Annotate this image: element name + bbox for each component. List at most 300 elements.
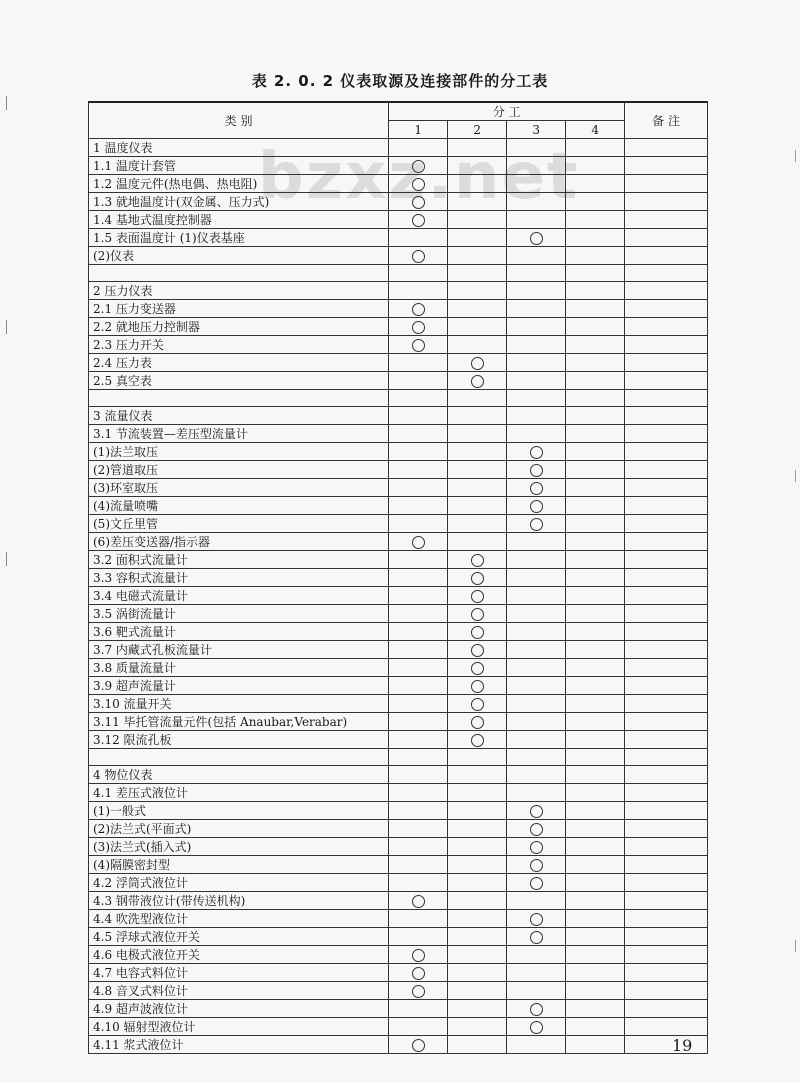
header-col-3: 3 <box>507 121 566 139</box>
responsibility-circle-icon <box>471 716 484 729</box>
table-title: 表 2. 0. 2 仪表取源及连接部件的分工表 <box>251 72 549 90</box>
division-cell-1 <box>389 515 448 533</box>
division-cell-1 <box>389 766 448 784</box>
division-cell-2 <box>448 479 507 497</box>
division-cell-3 <box>507 605 566 623</box>
division-cell-1 <box>389 318 448 336</box>
division-cell-1 <box>389 479 448 497</box>
remarks-cell <box>625 641 708 659</box>
table-row <box>89 838 708 856</box>
responsibility-circle-icon <box>471 375 484 388</box>
row-category: 4.1 差压式液位计 <box>89 784 389 802</box>
division-cell-2 <box>448 928 507 946</box>
division-cell-1 <box>389 407 448 425</box>
remarks-cell <box>625 784 708 802</box>
division-cell-1 <box>389 749 448 766</box>
remarks-cell <box>625 211 708 229</box>
division-cell-2 <box>448 623 507 641</box>
responsibility-circle-icon <box>530 877 543 890</box>
row-category: (1)一般式 <box>89 802 389 820</box>
division-cell-4 <box>566 407 625 425</box>
division-cell-1 <box>389 820 448 838</box>
division-cell-3 <box>507 533 566 551</box>
remarks-cell <box>625 928 708 946</box>
responsibility-circle-icon <box>412 160 425 173</box>
remarks-cell <box>625 157 708 175</box>
division-cell-2 <box>448 354 507 372</box>
header-col-2: 2 <box>448 121 507 139</box>
division-cell-3 <box>507 407 566 425</box>
division-cell-4 <box>566 282 625 300</box>
row-category: 2.4 压力表 <box>89 354 389 372</box>
scan-edge-mark <box>795 470 796 482</box>
table-row <box>89 247 708 265</box>
division-cell-4 <box>566 139 625 157</box>
division-cell-2 <box>448 247 507 265</box>
row-category: 4.9 超声波液位计 <box>89 1000 389 1018</box>
division-cell-3 <box>507 247 566 265</box>
division-cell-4 <box>566 856 625 874</box>
division-cell-2 <box>448 731 507 749</box>
remarks-cell <box>625 605 708 623</box>
table-row <box>89 443 708 461</box>
division-cell-4 <box>566 533 625 551</box>
row-category: (2)仪表 <box>89 247 389 265</box>
responsibility-circle-icon <box>412 1039 425 1052</box>
division-cell-4 <box>566 874 625 892</box>
table-row <box>89 946 708 964</box>
remarks-cell <box>625 766 708 784</box>
division-cell-3 <box>507 838 566 856</box>
remarks-cell <box>625 300 708 318</box>
division-cell-2 <box>448 605 507 623</box>
division-cell-2 <box>448 175 507 193</box>
remarks-cell <box>625 425 708 443</box>
table-row <box>89 282 708 300</box>
division-cell-2 <box>448 211 507 229</box>
division-cell-3 <box>507 211 566 229</box>
division-cell-2 <box>448 372 507 390</box>
responsibility-circle-icon <box>530 518 543 531</box>
remarks-cell <box>625 336 708 354</box>
responsibility-circle-icon <box>530 1003 543 1016</box>
remarks-cell <box>625 443 708 461</box>
table-row <box>89 802 708 820</box>
division-cell-1 <box>389 175 448 193</box>
remarks-cell <box>625 820 708 838</box>
row-category <box>89 749 389 766</box>
remarks-cell <box>625 229 708 247</box>
division-cell-4 <box>566 300 625 318</box>
row-category: (6)差压变送器/指示器 <box>89 533 389 551</box>
division-cell-2 <box>448 551 507 569</box>
remarks-cell <box>625 856 708 874</box>
division-cell-1 <box>389 587 448 605</box>
responsibility-circle-icon <box>530 805 543 818</box>
division-cell-4 <box>566 982 625 1000</box>
table-row <box>89 677 708 695</box>
division-cell-4 <box>566 318 625 336</box>
row-category: 3.1 节流装置—差压型流量计 <box>89 425 389 443</box>
responsibility-circle-icon <box>530 931 543 944</box>
division-cell-3 <box>507 265 566 282</box>
division-cell-3 <box>507 1000 566 1018</box>
row-category: 4.7 电容式料位计 <box>89 964 389 982</box>
division-cell-2 <box>448 713 507 731</box>
division-cell-4 <box>566 479 625 497</box>
table-row <box>89 139 708 157</box>
division-cell-2 <box>448 766 507 784</box>
row-category: 4.2 浮筒式液位计 <box>89 874 389 892</box>
division-cell-2 <box>448 193 507 211</box>
table-row <box>89 766 708 784</box>
division-cell-4 <box>566 731 625 749</box>
division-cell-1 <box>389 892 448 910</box>
division-cell-3 <box>507 300 566 318</box>
row-category: 1.4 基地式温度控制器 <box>89 211 389 229</box>
remarks-cell <box>625 247 708 265</box>
division-cell-3 <box>507 372 566 390</box>
remarks-cell <box>625 964 708 982</box>
row-category: (2)管道取压 <box>89 461 389 479</box>
division-cell-1 <box>389 461 448 479</box>
division-cell-1 <box>389 605 448 623</box>
division-cell-3 <box>507 802 566 820</box>
row-category <box>89 390 389 407</box>
division-cell-1 <box>389 282 448 300</box>
division-cell-2 <box>448 425 507 443</box>
division-cell-4 <box>566 211 625 229</box>
division-cell-2 <box>448 677 507 695</box>
division-cell-3 <box>507 157 566 175</box>
remarks-cell <box>625 695 708 713</box>
remarks-cell <box>625 390 708 407</box>
division-cell-2 <box>448 318 507 336</box>
responsibility-circle-icon <box>530 232 543 245</box>
scan-edge-mark <box>795 940 796 952</box>
division-cell-3 <box>507 354 566 372</box>
division-cell-2 <box>448 157 507 175</box>
responsibility-circle-icon <box>471 608 484 621</box>
responsibility-circle-icon <box>412 321 425 334</box>
division-cell-1 <box>389 533 448 551</box>
division-cell-2 <box>448 533 507 551</box>
division-cell-2 <box>448 820 507 838</box>
division-cell-3 <box>507 928 566 946</box>
division-cell-1 <box>389 713 448 731</box>
responsibility-circle-icon <box>412 949 425 962</box>
row-category: 4.3 钢带液位计(带传送机构) <box>89 892 389 910</box>
row-category: (2)法兰式(平面式) <box>89 820 389 838</box>
division-cell-4 <box>566 229 625 247</box>
row-category: 4.11 浆式液位计 <box>89 1036 389 1054</box>
responsibility-circle-icon <box>530 913 543 926</box>
table-row <box>89 265 708 282</box>
responsibility-circle-icon <box>471 357 484 370</box>
table-row <box>89 587 708 605</box>
responsibility-circle-icon <box>530 464 543 477</box>
division-cell-4 <box>566 425 625 443</box>
division-cell-3 <box>507 193 566 211</box>
division-cell-1 <box>389 982 448 1000</box>
division-cell-4 <box>566 1018 625 1036</box>
table-row <box>89 229 708 247</box>
division-cell-2 <box>448 1036 507 1054</box>
division-cell-4 <box>566 551 625 569</box>
division-cell-1 <box>389 157 448 175</box>
division-cell-3 <box>507 175 566 193</box>
responsibility-circle-icon <box>412 178 425 191</box>
division-cell-3 <box>507 425 566 443</box>
division-cell-3 <box>507 1036 566 1054</box>
table-row <box>89 1036 708 1054</box>
remarks-cell <box>625 461 708 479</box>
division-cell-2 <box>448 946 507 964</box>
division-cell-3 <box>507 1018 566 1036</box>
division-cell-2 <box>448 641 507 659</box>
remarks-cell <box>625 892 708 910</box>
responsibility-circle-icon <box>412 214 425 227</box>
remarks-cell <box>625 515 708 533</box>
division-cell-1 <box>389 946 448 964</box>
remarks-cell <box>625 282 708 300</box>
responsibility-circle-icon <box>471 572 484 585</box>
row-category: 3.6 靶式流量计 <box>89 623 389 641</box>
division-cell-3 <box>507 443 566 461</box>
table-row <box>89 1018 708 1036</box>
row-category: 4.6 电极式液位开关 <box>89 946 389 964</box>
header-division: 分 工 <box>389 102 625 121</box>
division-cell-4 <box>566 946 625 964</box>
division-cell-4 <box>566 354 625 372</box>
division-cell-2 <box>448 300 507 318</box>
division-cell-3 <box>507 318 566 336</box>
division-cell-1 <box>389 1018 448 1036</box>
division-cell-4 <box>566 695 625 713</box>
division-cell-3 <box>507 784 566 802</box>
responsibility-circle-icon <box>412 536 425 549</box>
remarks-cell <box>625 749 708 766</box>
responsibility-circle-icon <box>530 446 543 459</box>
responsibility-circle-icon <box>530 823 543 836</box>
row-category: 3.3 容积式流量计 <box>89 569 389 587</box>
division-cell-4 <box>566 623 625 641</box>
table-row <box>89 964 708 982</box>
division-cell-3 <box>507 229 566 247</box>
division-cell-2 <box>448 874 507 892</box>
division-cell-2 <box>448 569 507 587</box>
division-cell-4 <box>566 1036 625 1054</box>
division-cell-1 <box>389 928 448 946</box>
division-cell-2 <box>448 336 507 354</box>
division-cell-2 <box>448 497 507 515</box>
table-row <box>89 605 708 623</box>
row-category: 1.2 温度元件(热电偶、热电阻) <box>89 175 389 193</box>
remarks-cell <box>625 139 708 157</box>
remarks-cell <box>625 910 708 928</box>
division-cell-2 <box>448 1018 507 1036</box>
division-cell-2 <box>448 749 507 766</box>
responsibility-circle-icon <box>530 859 543 872</box>
division-cell-2 <box>448 659 507 677</box>
division-cell-4 <box>566 569 625 587</box>
row-category: 3.8 质量流量计 <box>89 659 389 677</box>
table-row <box>89 713 708 731</box>
table-row <box>89 641 708 659</box>
remarks-cell <box>625 802 708 820</box>
remarks-cell <box>625 175 708 193</box>
table-row <box>89 497 708 515</box>
table-row <box>89 515 708 533</box>
division-cell-1 <box>389 497 448 515</box>
row-category: (4)隔膜密封型 <box>89 856 389 874</box>
division-cell-4 <box>566 713 625 731</box>
division-cell-4 <box>566 677 625 695</box>
remarks-cell <box>625 407 708 425</box>
row-category: 1.1 温度计套管 <box>89 157 389 175</box>
division-cell-4 <box>566 157 625 175</box>
row-category: 4.4 吹洗型液位计 <box>89 910 389 928</box>
division-cell-1 <box>389 425 448 443</box>
division-cell-1 <box>389 139 448 157</box>
division-cell-1 <box>389 964 448 982</box>
division-cell-1 <box>389 265 448 282</box>
division-cell-4 <box>566 443 625 461</box>
division-cell-3 <box>507 659 566 677</box>
division-cell-1 <box>389 551 448 569</box>
table-row <box>89 856 708 874</box>
responsibility-circle-icon <box>471 626 484 639</box>
division-table <box>88 101 708 1054</box>
table-row <box>89 892 708 910</box>
row-category: 3.5 涡街流量计 <box>89 605 389 623</box>
division-cell-3 <box>507 587 566 605</box>
division-cell-1 <box>389 1000 448 1018</box>
remarks-cell <box>625 1018 708 1036</box>
table-row <box>89 928 708 946</box>
row-category: 4.8 音叉式料位计 <box>89 982 389 1000</box>
responsibility-circle-icon <box>412 339 425 352</box>
division-cell-1 <box>389 784 448 802</box>
remarks-cell <box>625 587 708 605</box>
division-cell-1 <box>389 390 448 407</box>
division-cell-1 <box>389 336 448 354</box>
division-cell-4 <box>566 749 625 766</box>
division-cell-4 <box>566 784 625 802</box>
division-cell-2 <box>448 443 507 461</box>
division-cell-2 <box>448 587 507 605</box>
row-category: 4 物位仪表 <box>89 766 389 784</box>
row-category: 1.3 就地温度计(双金属、压力式) <box>89 193 389 211</box>
division-cell-4 <box>566 659 625 677</box>
table-row <box>89 623 708 641</box>
table-row <box>89 425 708 443</box>
division-cell-4 <box>566 910 625 928</box>
row-category: (4)流量喷嘴 <box>89 497 389 515</box>
division-cell-4 <box>566 390 625 407</box>
division-cell-2 <box>448 982 507 1000</box>
division-cell-3 <box>507 874 566 892</box>
remarks-cell <box>625 533 708 551</box>
division-cell-3 <box>507 892 566 910</box>
row-category: (1)法兰取压 <box>89 443 389 461</box>
responsibility-circle-icon <box>471 698 484 711</box>
header-col-4: 4 <box>566 121 625 139</box>
division-cell-1 <box>389 229 448 247</box>
header-remarks: 备 注 <box>625 102 708 139</box>
responsibility-circle-icon <box>471 590 484 603</box>
table-row <box>89 874 708 892</box>
division-cell-4 <box>566 820 625 838</box>
page-number: 19 <box>672 1036 693 1055</box>
table-row <box>89 695 708 713</box>
division-cell-1 <box>389 623 448 641</box>
division-cell-3 <box>507 282 566 300</box>
scan-edge-mark <box>795 150 796 162</box>
division-cell-2 <box>448 515 507 533</box>
division-cell-3 <box>507 964 566 982</box>
division-cell-3 <box>507 390 566 407</box>
division-cell-4 <box>566 838 625 856</box>
remarks-cell <box>625 623 708 641</box>
table-row <box>89 820 708 838</box>
division-cell-4 <box>566 247 625 265</box>
division-cell-3 <box>507 946 566 964</box>
division-cell-4 <box>566 928 625 946</box>
division-cell-3 <box>507 766 566 784</box>
division-cell-3 <box>507 336 566 354</box>
division-cell-3 <box>507 910 566 928</box>
responsibility-circle-icon <box>412 895 425 908</box>
division-cell-4 <box>566 587 625 605</box>
division-cell-3 <box>507 856 566 874</box>
remarks-cell <box>625 318 708 336</box>
responsibility-circle-icon <box>530 482 543 495</box>
division-cell-1 <box>389 300 448 318</box>
division-cell-3 <box>507 982 566 1000</box>
row-category: 3.2 面积式流量计 <box>89 551 389 569</box>
division-cell-2 <box>448 1000 507 1018</box>
table-row <box>89 569 708 587</box>
remarks-cell <box>625 946 708 964</box>
row-category: 4.10 辐射型液位计 <box>89 1018 389 1036</box>
division-cell-2 <box>448 390 507 407</box>
table-row <box>89 300 708 318</box>
row-category: 3.10 流量开关 <box>89 695 389 713</box>
table-row <box>89 354 708 372</box>
row-category: 3.12 限流孔板 <box>89 731 389 749</box>
remarks-cell <box>625 677 708 695</box>
row-category: 3.7 内藏式孔板流量计 <box>89 641 389 659</box>
remarks-cell <box>625 569 708 587</box>
division-cell-3 <box>507 749 566 766</box>
responsibility-circle-icon <box>412 985 425 998</box>
division-cell-4 <box>566 372 625 390</box>
division-cell-1 <box>389 443 448 461</box>
header-category: 类 别 <box>89 102 389 139</box>
table-row <box>89 193 708 211</box>
row-category: 3.4 电磁式流量计 <box>89 587 389 605</box>
division-cell-1 <box>389 569 448 587</box>
division-cell-1 <box>389 193 448 211</box>
division-cell-3 <box>507 713 566 731</box>
row-category: 3.11 毕托管流量元件(包括 Anaubar,Verabar) <box>89 713 389 731</box>
scan-edge-mark <box>6 552 7 566</box>
scan-edge-mark <box>6 96 7 110</box>
division-cell-2 <box>448 265 507 282</box>
table-row <box>89 175 708 193</box>
row-category: 2.3 压力开关 <box>89 336 389 354</box>
